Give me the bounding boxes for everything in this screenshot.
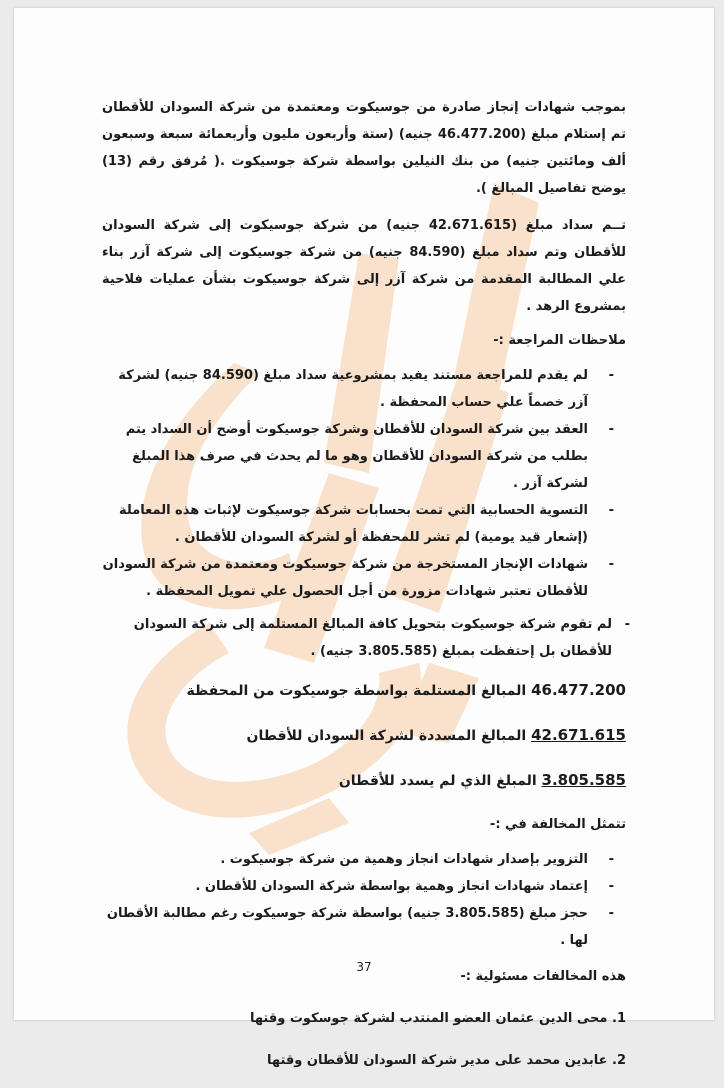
- review-note-retained-amount: - لم تقوم شركة جوسيكوت بتحويل كافة المبالغ المستلمة إلى شركة السودان للأقطان بل إحتفظت بمبلغ (3.805.585 جنيه) .: [102, 611, 634, 665]
- item-text: محى الدين عثمان العضو المنتدب لشركة جوسكوت وقتها: [249, 1011, 608, 1026]
- document-page: [14, 8, 714, 1068]
- amount-value: 46.477.200: [531, 681, 626, 699]
- violations-list: [102, 846, 626, 954]
- review-note: - التسوية الحسابية التي تمت بحسابات شركة جوسيكوت لإثبات هذه المعاملة (إشعار قيد يومية) لم تشر للمحفظة أو لشركة السودان للأقطان .: [102, 497, 618, 551]
- paragraph-receipt: بموجب شهادات إنجاز صادرة من جوسيكوت ومعتمدة من شركة السودان للأقطان تم إستلام مبلغ (46.477.200 جنيه) (ستة وأربعون مليون وأربعمائة سبعة وسبعون ألف ومائتين جنيه) من بنك النيلين بواسطة شركة جوسيكوت .( مُرفق رقم (13) يوضح تفاصيل المبالغ ).: [102, 100, 627, 196]
- amount-label: المبالغ المسددة لشركة السودان للأقطان: [246, 728, 527, 744]
- amount-label: المبلغ الذي لم يسدد للأقطان: [338, 773, 537, 789]
- review-notes-heading: ملاحظات المراجعة :-: [493, 333, 626, 348]
- amount-paid-row: [102, 724, 626, 747]
- violations-heading: تتمثل المخالفة في :-: [489, 817, 626, 832]
- review-note: - شهادات الإنجاز المستخرجة من شركة جوسيكوت ومعتمدة من شركة السودان للأقطان تعتبر شهادات مزورة من أجل الحصول علي تمويل المحفظة .: [102, 551, 618, 605]
- responsible-item: [102, 1050, 626, 1072]
- violation-item: - التزوير بإصدار شهادات انجاز وهمية من شركة جوسيكوت .: [102, 846, 618, 873]
- page-number: 37: [356, 960, 372, 974]
- responsible-item: [102, 1008, 626, 1030]
- violation-item: - حجز مبلغ (3.805.585 جنيه) بواسطة شركة جوسيكوت رغم مطالبة الأقطان لها .: [102, 900, 618, 954]
- amount-value: 42.671.615: [531, 726, 626, 744]
- item-text: عابدين محمد على مدير شركة السودان للأقطان وقتها: [267, 1053, 608, 1068]
- paragraph-payments: تــم سداد مبلغ (42.671.615 جنيه) من شركة جوسيكوت إلى شركة السودان للأقطان وتم سداد مبلغ (84.590 جنيه) من شركة جوسيكوت إلى شركة آزر بناء علي المطالبة المقدمة من شركة آزر إلى شركة جوسيكوت بشأن عمليات فلاحية بمشروع الرهد .: [102, 218, 627, 314]
- amount-unpaid-row: [102, 769, 626, 792]
- review-note: - العقد بين شركة السودان للأقطان وشركة جوسيكوت أوضح أن السداد يتم بطلب من شركة السودان للأقطان وهو ما لم يحدث في صرف هذا المبلغ لشركة آزر .: [102, 416, 618, 497]
- amount-value: 3.805.585: [541, 771, 626, 789]
- review-notes-list: [102, 362, 626, 665]
- item-number: 1.: [612, 1011, 626, 1026]
- amount-received-row: [102, 679, 626, 702]
- document-body: [102, 94, 626, 1088]
- responsible-list: [102, 1008, 626, 1072]
- item-number: 2.: [612, 1053, 626, 1068]
- responsibility-heading: هذه المخالفات مسئولية :-: [460, 969, 626, 984]
- violation-item: - إعتماد شهادات انجاز وهمية بواسطة شركة السودان للأقطان .: [102, 873, 618, 900]
- review-note: - لم يقدم للمراجعة مستند يفيد بمشروعية سداد مبلغ (84.590 جنيه) لشركة آزر خصماً علي حساب المحفظة .: [102, 362, 618, 416]
- amount-label: المبالغ المستلمة بواسطة جوسيكوت من المحفظة: [186, 683, 527, 699]
